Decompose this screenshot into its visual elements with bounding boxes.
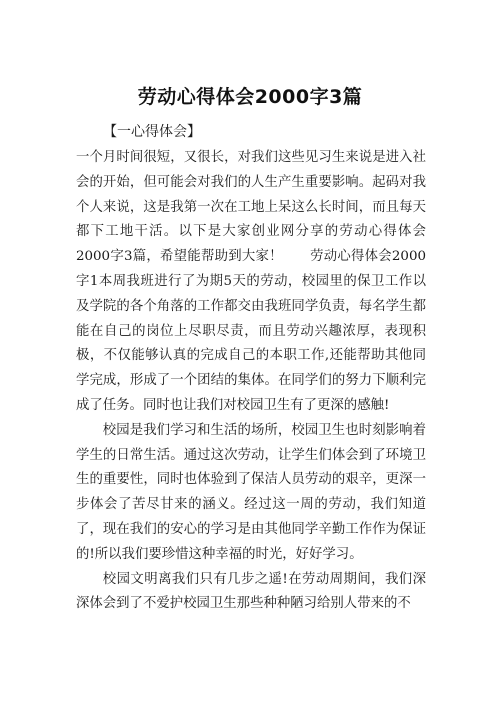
document-body: [76, 146, 426, 617]
paragraph: 校园是我们学习和生活的场所，校园卫生也时刻影响着学生的日常生活。通过这次劳动，让学生们体会到了环境卫生的重要性，同时也体验到了保洁人员劳动的艰辛，更深一步体会了苦尽甘来的涵义。经过这一周的劳动，我们知道了，现在我们的安心的学习是由其他同学辛勤工作作为保证的!所以我们要珍惜这种幸福的时光，好好学习。: [76, 422, 426, 562]
document-title: 劳动心得体会2000字3篇: [137, 86, 363, 108]
paragraph: 校园文明离我们只有几步之遥!在劳动周期间，我们深深体会到了不爱护校园卫生那些种种陋习给别人带来的不: [76, 571, 426, 612]
section-heading: 【一心得体会】: [103, 124, 201, 140]
paragraph: 一个月时间很短，又很长，对我们这些见习生来说是进入社会的开始，但可能会对我们的人生产生重要影响。起码对我个人来说，这是我第一次在工地上呆这么长时间，而且每天都下工地干活。以下是大家创业网分享的劳动心得体会2000字3篇，希望能帮助到大家！ 劳动心得体会2000字1本周我班进行了为期5天的劳动，校园里的保卫工作以及学院的各个角落的工作都交由我班同学负责，每名学生都能在自己的岗位上尽职尽责，而且劳动兴趣浓厚，表现积极，不仅能够认真的完成自己的本职工作,还能帮助其他同学完成，形成了一个团结的集体。在同学们的努力下顺利完成了任务。同时也让我们对校园卫生有了更深的感触!: [76, 150, 426, 413]
